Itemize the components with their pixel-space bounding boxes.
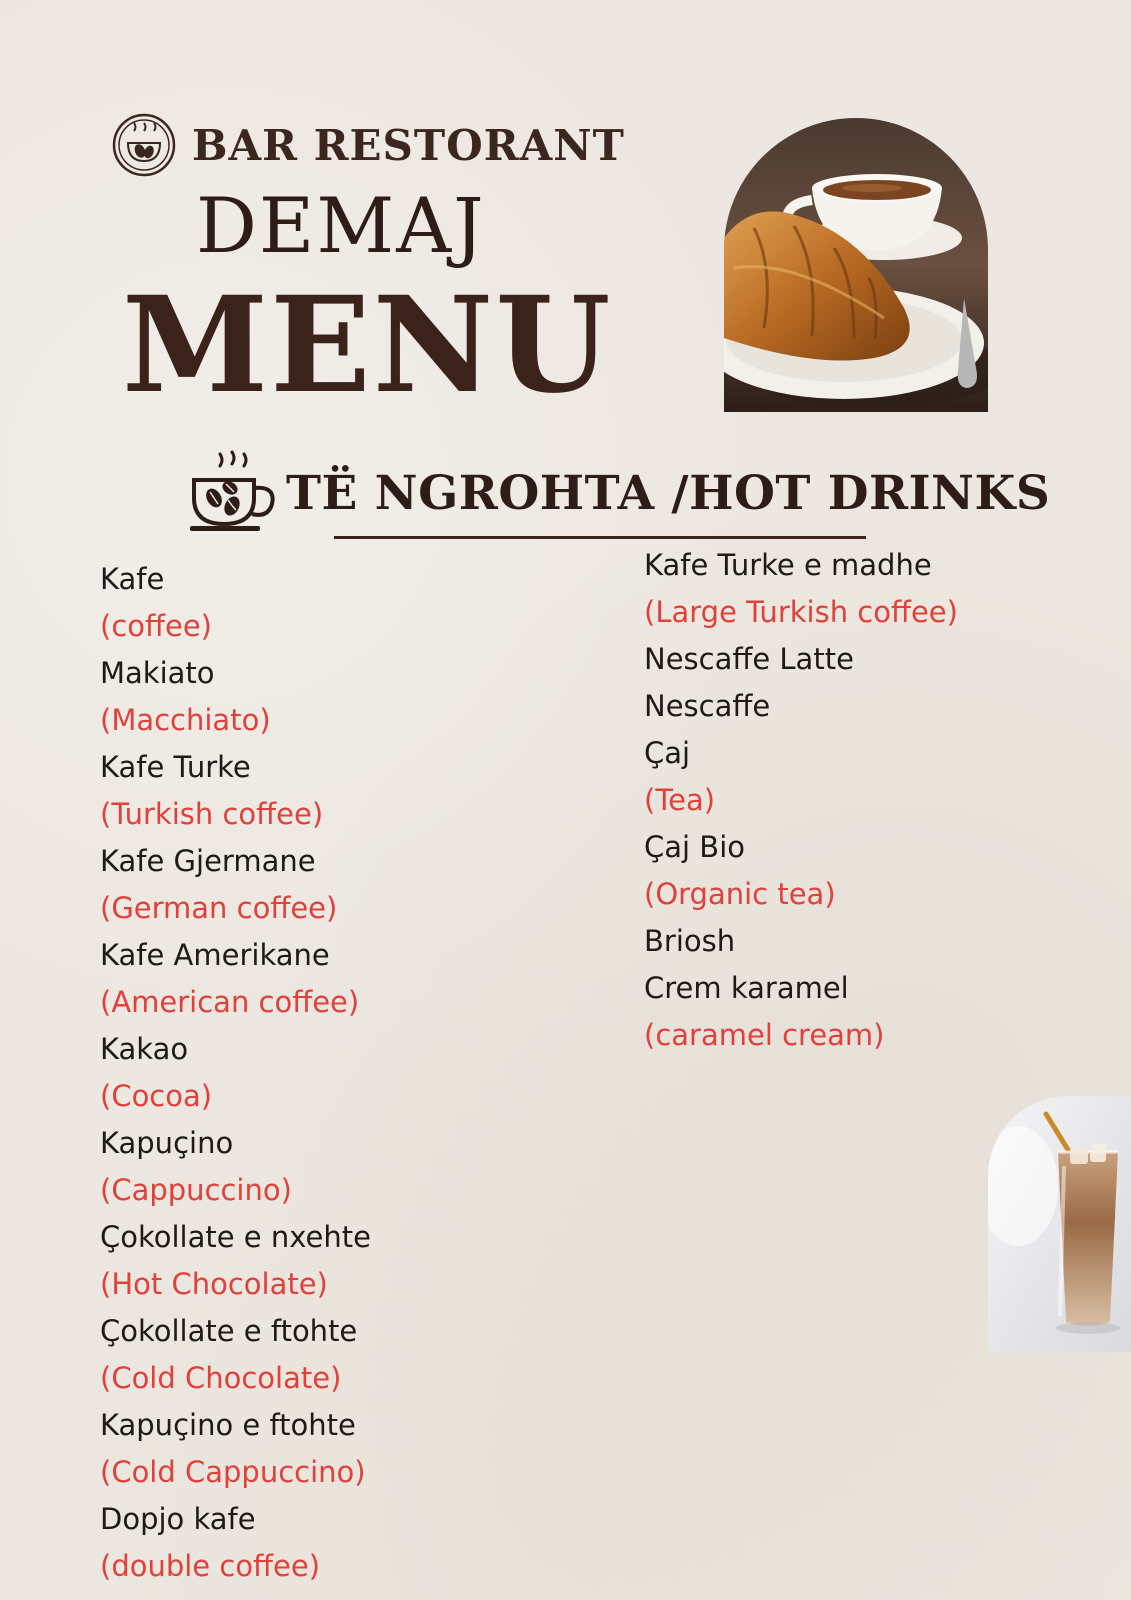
menu-item-translation: (Cocoa) [100, 1079, 213, 1113]
menu-item-translation: (Cold Chocolate) [100, 1361, 342, 1395]
menu-item-name: Çokollate e nxehte [100, 1220, 371, 1254]
menu-item-translation: (double coffee) [100, 1549, 321, 1583]
page-title: MENU [122, 268, 613, 423]
brand-row [112, 112, 625, 178]
restaurant-name: DEMAJ [196, 181, 486, 270]
menu-item-name: Kafe Turke [100, 750, 251, 784]
brand-label: BAR RESTORANT [192, 120, 625, 170]
iced-coffee-photo [988, 1096, 1131, 1352]
menu-item-translation: (Cold Cappuccino) [100, 1455, 366, 1489]
menu-item-name: Crem karamel [644, 971, 849, 1005]
croissant-coffee-photo [724, 118, 988, 412]
menu-item-name: Makiato [100, 656, 215, 690]
menu-item-translation: (Turkish coffee) [100, 797, 324, 831]
menu-item-name: Çaj [644, 736, 691, 770]
menu-item-name: Nescaffe Latte [644, 642, 854, 676]
menu-item-name: Kakao [100, 1032, 189, 1066]
menu-item-translation: (Macchiato) [100, 703, 271, 737]
menu-item-translation: (Hot Chocolate) [100, 1267, 328, 1301]
menu-item-translation: (coffee) [100, 609, 212, 643]
menu-item-name: Çaj Bio [644, 830, 745, 864]
menu-item-name: Kafe Turke e madhe [644, 548, 932, 582]
menu-item-name: Çokollate e ftohte [100, 1314, 358, 1348]
menu-item-translation: (caramel cream) [644, 1018, 885, 1052]
menu-column-right [644, 542, 958, 1059]
menu-item-translation: (American coffee) [100, 985, 360, 1019]
menu-item-translation: (Large Turkish coffee) [644, 595, 958, 629]
menu-item-name: Kafe [100, 562, 165, 596]
coffee-cup-icon [190, 448, 280, 538]
section-header [190, 448, 1051, 540]
section-title: TË NGROHTA /HOT DRINKS [286, 466, 1051, 521]
menu-item-name: Kapuçino [100, 1126, 234, 1160]
menu-item-name: Kafe Amerikane [100, 938, 330, 972]
menu-item-translation: (Tea) [644, 783, 716, 817]
menu-item-translation: (Cappuccino) [100, 1173, 292, 1207]
menu-item-name: Kapuçino e ftohte [100, 1408, 356, 1442]
section-divider [334, 536, 866, 539]
menu-item-translation: (Organic tea) [644, 877, 836, 911]
menu-item-name: Kafe Gjermane [100, 844, 316, 878]
menu-column-left [100, 556, 371, 1590]
menu-item-name: Dopjo kafe [100, 1502, 256, 1536]
menu-item-name: Briosh [644, 924, 736, 958]
menu-item-translation: (German coffee) [100, 891, 338, 925]
menu-item-name: Nescaffe [644, 689, 771, 723]
coffee-bean-badge-icon [112, 113, 176, 177]
